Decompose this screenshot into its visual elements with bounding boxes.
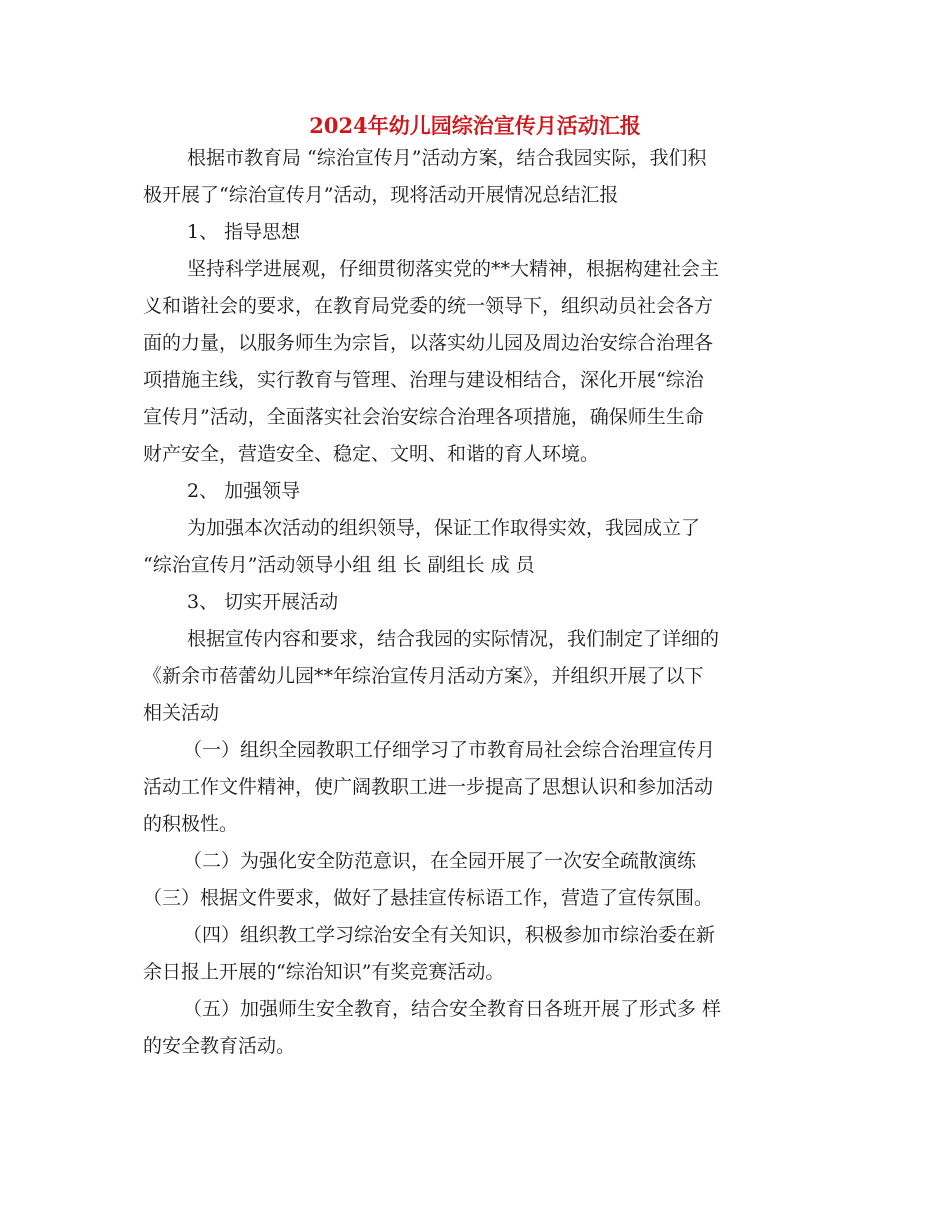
paragraph-line: 宣传月”活动，全面落实社会治安综合治理各项措施，确保师生生命 xyxy=(143,406,704,428)
list-item-1: （一）组织全园教职工仔细学习了市教育局社会综合治理宣传月 xyxy=(183,739,716,761)
paragraph-line: 极开展了“综治宣传月”活动，现将活动开展情况总结汇报 xyxy=(143,184,619,206)
paragraph-line: 财产安全，营造安全、稳定、文明、和谐的育人环境。 xyxy=(143,443,600,465)
paragraph-line: 的积极性。 xyxy=(143,813,239,835)
paragraph-line: “综治宣传月”活动领导小组 组 长 副组长 成 员 xyxy=(143,554,535,576)
paragraph-line: 面的力量，以服务师生为宗旨，以落实幼儿园及周边治安综合治理各 xyxy=(143,332,714,354)
paragraph-line: 义和谐社会的要求，在教育局党委的统一领导下，组织动员社会各方 xyxy=(143,295,714,317)
paragraph-line: 项措施主线，实行教育与管理、治理与建设相结合，深化开展“综治 xyxy=(143,369,704,391)
paragraph-line: 坚持科学进展观，仔细贯彻落实党的**大精神，根据构建社会主 xyxy=(187,258,720,280)
list-item-2: （二）为强化安全防范意识，在全园开展了一次安全疏散演练 xyxy=(183,850,697,872)
list-item-5: （五）加强师生安全教育，结合安全教育日各班开展了形式多 样 xyxy=(183,998,722,1020)
paragraph-line: 《新余市蓓蕾幼儿园**年综治宣传月活动方案》，并组织开展了以下 xyxy=(143,665,704,687)
paragraph-line: 相关活动 xyxy=(143,702,220,724)
list-item-3: （三）根据文件要求，做好了悬挂宣传标语工作，营造了宣传氛围。 xyxy=(143,887,714,909)
paragraph-line: 的安全教育活动。 xyxy=(143,1035,296,1057)
paragraph-line: 活动工作文件精神，使广阔教职工进一步提高了思想认识和参加活动 xyxy=(143,776,714,798)
paragraph-line: 根据宣传内容和要求，结合我园的实际情况，我们制定了详细的 xyxy=(187,628,720,650)
paragraph-line: 为加强本次活动的组织领导，保证工作取得实效，我园成立了 xyxy=(187,517,701,539)
section-heading-3: 3、 切实开展活动 xyxy=(187,591,339,613)
section-heading-2: 2、 加强领导 xyxy=(187,480,301,502)
document-title: 2024年幼儿园综治宣传月活动汇报 xyxy=(309,113,641,138)
document-body xyxy=(143,140,813,1065)
section-heading-1: 1、 指导思想 xyxy=(187,221,301,243)
paragraph-line: 余日报上开展的“综治知识”有奖竞赛活动。 xyxy=(143,961,505,983)
paragraph-line: 根据市教育局 “综治宣传月”活动方案，结合我园实际，我们积 xyxy=(187,147,707,169)
list-item-4: （四）组织教工学习综治安全有关知识，积极参加市综治委在新 xyxy=(183,924,716,946)
